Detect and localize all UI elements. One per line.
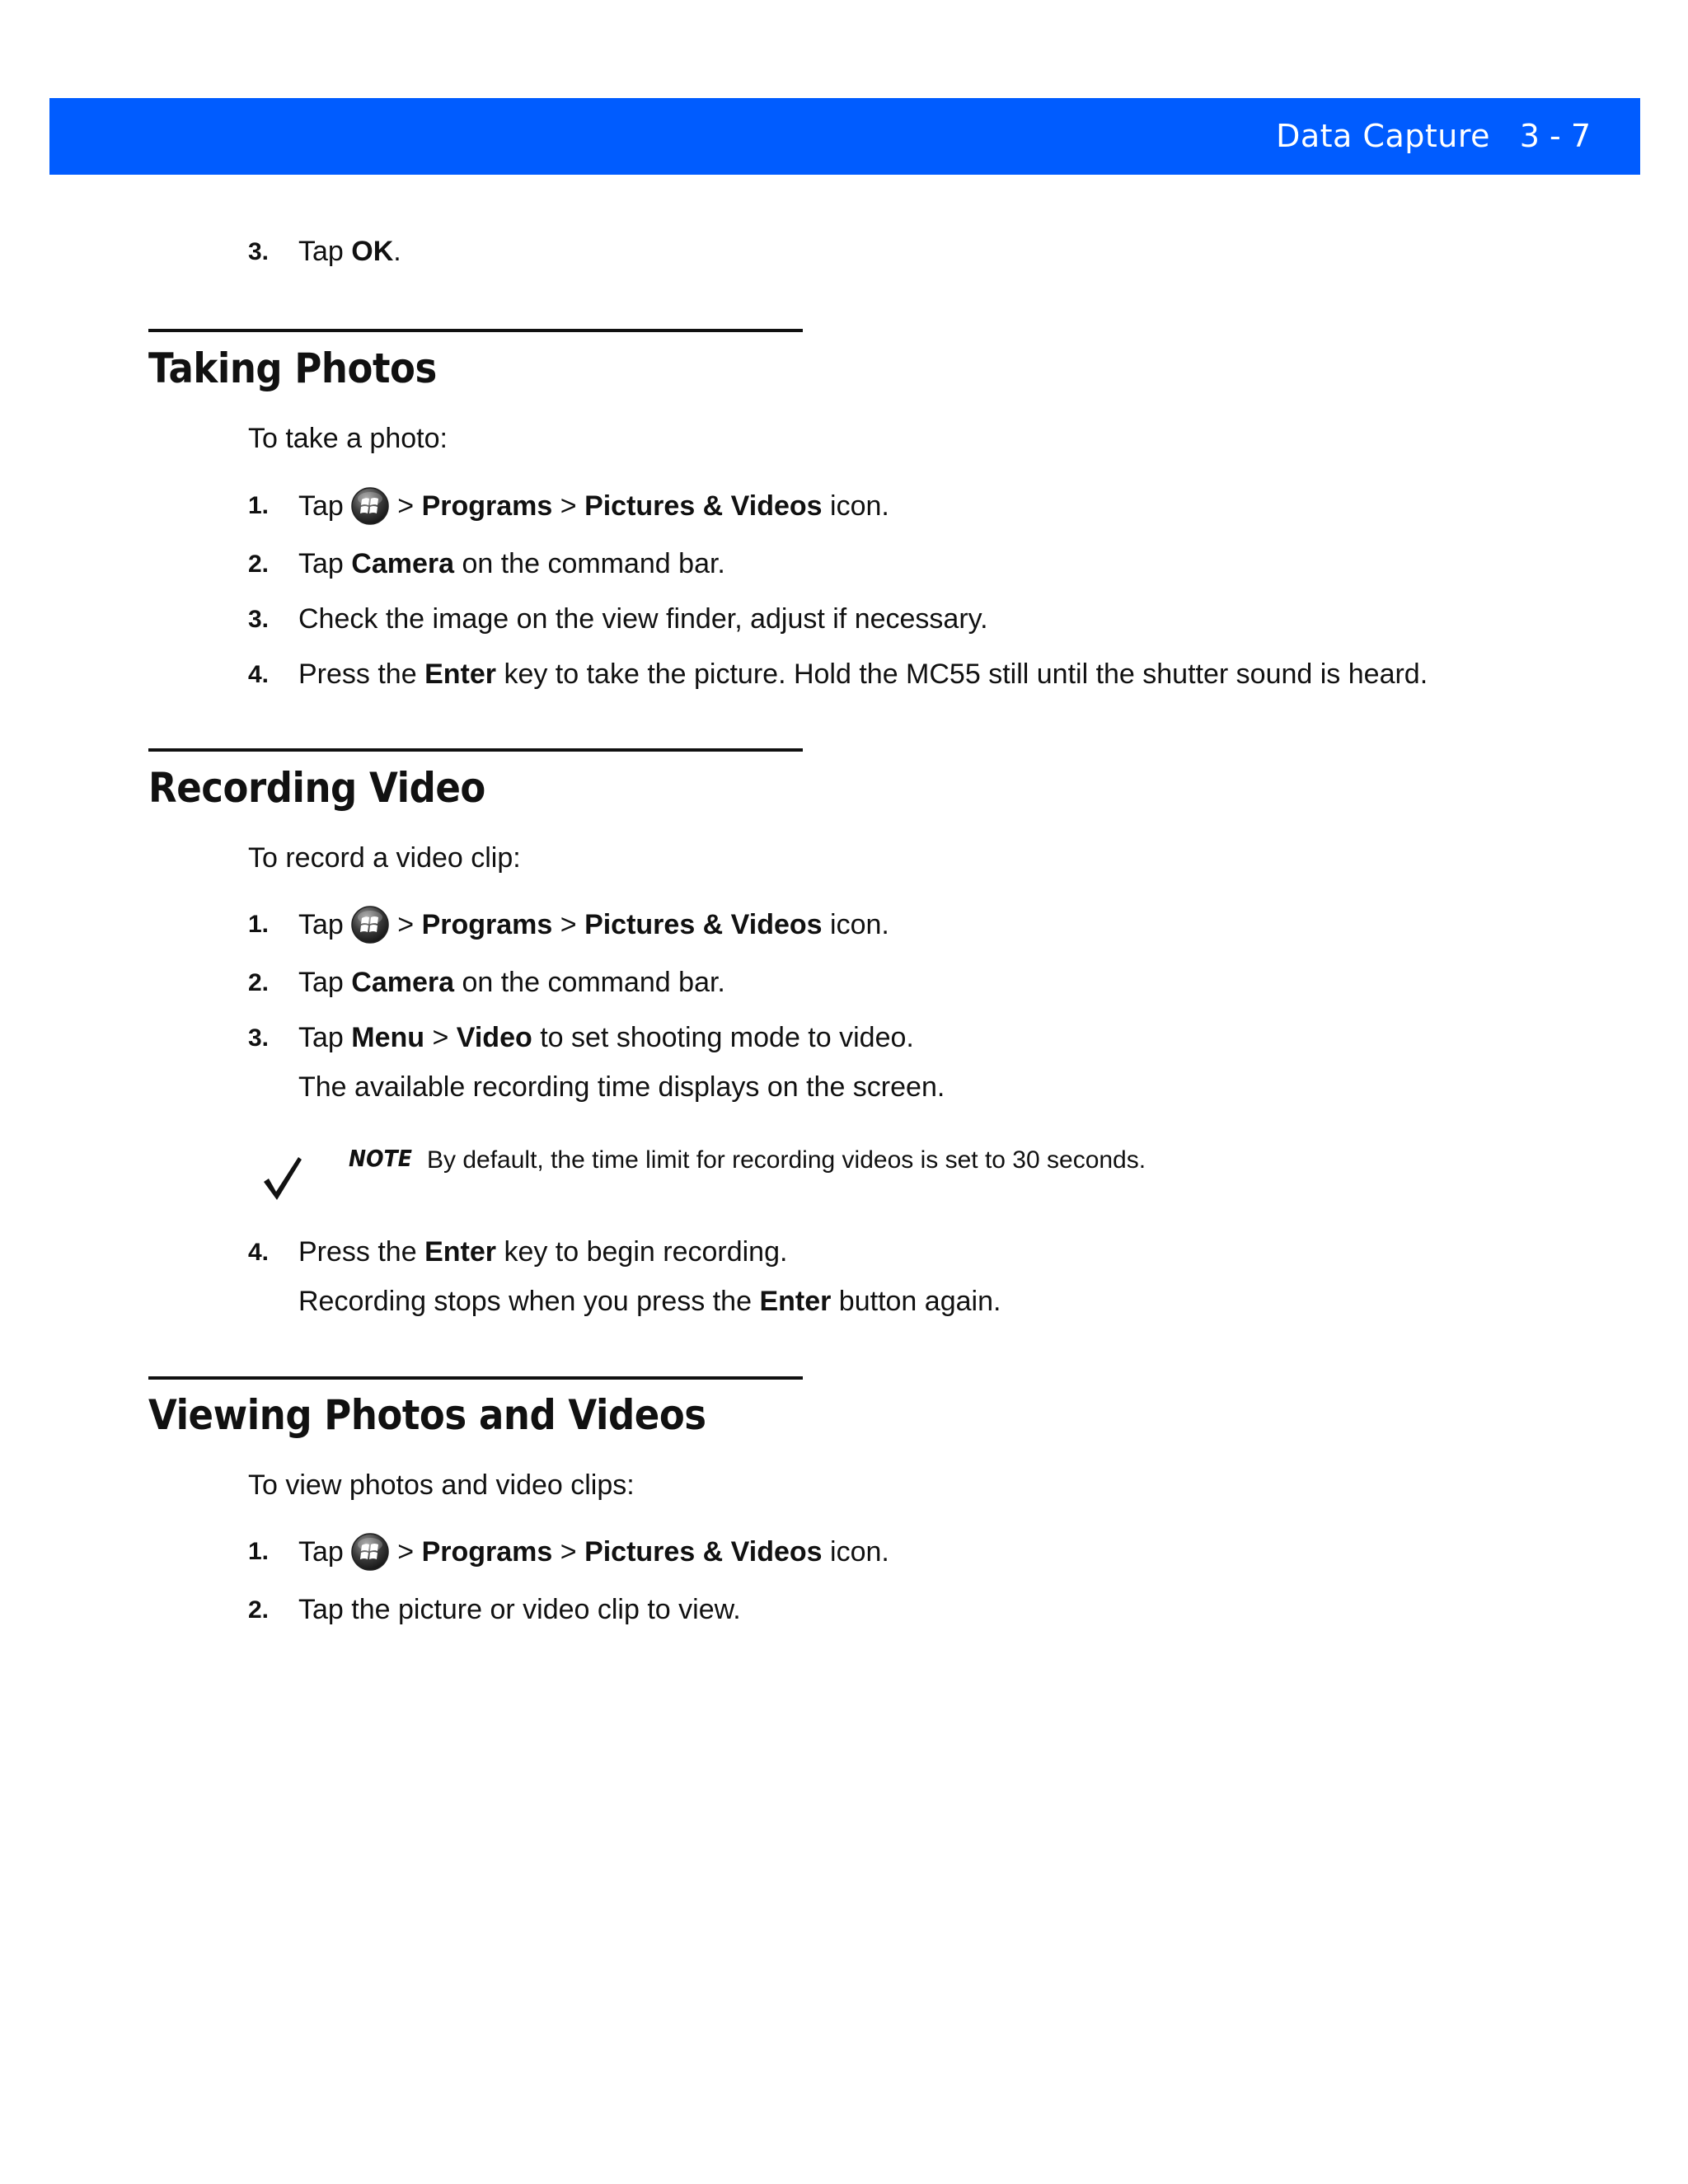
list-item: [248, 1594, 741, 1626]
windows-start-icon: [350, 1532, 390, 1572]
note-label: NOTE: [349, 1145, 412, 1172]
header-bar: [49, 98, 1640, 175]
step-text: > Programs > Pictures & Videos icon.: [389, 908, 889, 940]
step-number: 1.: [248, 492, 270, 519]
step-text: > Programs > Pictures & Videos icon.: [389, 490, 889, 522]
list-item: [248, 1532, 889, 1572]
step-number: 3.: [248, 605, 270, 633]
section-heading-recording-video: Recording Video: [148, 764, 485, 812]
step-number: 3.: [248, 1024, 270, 1052]
step-number: 4.: [248, 660, 270, 688]
step-text: Tap Menu > Video to set shooting mode to video.: [298, 1022, 914, 1053]
section-title: Data Capture: [1276, 118, 1490, 154]
intro-text: To record a video clip:: [248, 842, 521, 874]
list-item: [248, 905, 889, 944]
step-number: 2.: [248, 968, 270, 996]
step-text: Press the Enter key to begin recording.: [298, 1236, 788, 1268]
section-heading-taking-photos: Taking Photos: [148, 344, 437, 392]
list-item: [248, 548, 725, 580]
windows-start-icon: [350, 486, 390, 526]
page-number: 3 - 7: [1519, 118, 1591, 154]
step-text: Press the Enter key to take the picture. Hold the MC55 still until the shutter sound is heard.: [298, 658, 1428, 690]
step-text: Tap: [298, 908, 344, 940]
list-item: [248, 658, 1428, 691]
intro-text: To view photos and video clips:: [248, 1469, 635, 1501]
list-item: [248, 236, 401, 268]
step-number: 1.: [248, 911, 270, 938]
section-heading-viewing: Viewing Photos and Videos: [148, 1391, 706, 1439]
list-item: [248, 1236, 787, 1268]
step-number: 2.: [248, 1596, 270, 1624]
list-item: [248, 967, 725, 999]
step-number: 2.: [248, 550, 270, 578]
list-item: [248, 603, 988, 635]
step-text: Tap the picture or video clip to view.: [298, 1594, 741, 1625]
step-subtext: Recording stops when you press the Enter button again.: [298, 1286, 1001, 1317]
step-subtext: The available recording time displays on the screen.: [298, 1071, 945, 1103]
list-item: [248, 486, 889, 526]
step-text: > Programs > Pictures & Videos icon.: [389, 1535, 889, 1568]
step-text: Tap: [298, 490, 344, 522]
step-text: Tap Camera on the command bar.: [298, 967, 725, 998]
step-text: Tap: [298, 1535, 344, 1568]
step-text: Tap OK.: [298, 236, 401, 267]
step-number: 3.: [248, 237, 270, 265]
checkmark-icon: [262, 1154, 303, 1203]
step-number: 4.: [248, 1238, 270, 1266]
list-item: [248, 1022, 914, 1054]
section-rule: [148, 748, 803, 752]
section-rule: [148, 329, 803, 332]
step-text: Check the image on the view finder, adjust if necessary.: [298, 603, 988, 635]
section-rule: [148, 1376, 803, 1380]
windows-start-icon: [350, 905, 390, 944]
note-text: By default, the time limit for recording videos is set to 30 seconds.: [427, 1146, 1146, 1174]
step-number: 1.: [248, 1538, 270, 1565]
step-text: Tap Camera on the command bar.: [298, 548, 725, 579]
intro-text: To take a photo:: [248, 423, 448, 454]
